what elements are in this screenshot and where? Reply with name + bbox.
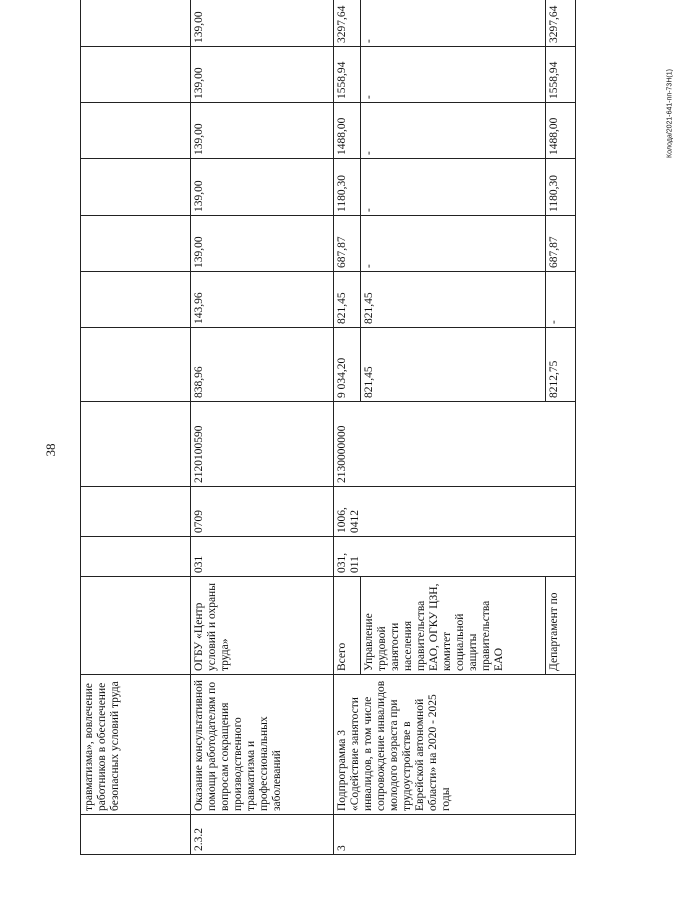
year-2024-value	[81, 47, 191, 103]
measure-name: Подпрограмма 3 «Содействие занятости инвалидов, в том числе сопровождение инвалидов молодого возраста при трудоустройстве в Еврейской автономной области» на 2020 - 2025 годы	[334, 675, 576, 815]
csr-code: 2120100590	[191, 402, 334, 487]
year-2024-value: -	[361, 47, 546, 103]
year-2025-value: 139,00	[191, 0, 334, 47]
year-2020-value: 143,96	[191, 272, 334, 328]
year-2023-value: 1488,00	[334, 103, 361, 159]
row-number	[81, 815, 191, 855]
executor: Управление трудовой занятости населения правительства ЕАО, ОГКУ ЦЗН, комитет социальной защиты правительства ЕАО	[361, 577, 546, 675]
year-2020-value: -	[546, 272, 576, 328]
rzpr-code: 1006, 0412	[334, 487, 576, 537]
grbs-code	[81, 537, 191, 577]
year-2025-value: 3297,64	[546, 0, 576, 47]
grbs-code: 031, 011	[334, 537, 576, 577]
table-row	[334, 0, 361, 855]
table-row	[81, 0, 191, 855]
year-2024-value: 1558,94	[334, 47, 361, 103]
year-2020-value: 821,45	[361, 272, 546, 328]
year-2023-value	[81, 103, 191, 159]
document-id: Колода/2021-641-пп-73Н(1)	[666, 69, 674, 158]
year-2021-value: 687,87	[546, 216, 576, 272]
total-value: 8212,75	[546, 328, 576, 402]
year-2021-value: 687,87	[334, 216, 361, 272]
total-value: 821,45	[361, 328, 546, 402]
row-number: 3	[334, 815, 576, 855]
measure-name: Оказание консультативной помощи работодателям по вопросам сокращения производственного травматизма и профессиональных заболеваний	[191, 675, 334, 815]
year-2023-value: 1488,00	[546, 103, 576, 159]
year-2022-value: -	[361, 159, 546, 216]
year-2025-value	[81, 0, 191, 47]
rzpr-code	[81, 487, 191, 537]
year-2020-value	[81, 272, 191, 328]
year-2025-value: 3297,64	[334, 0, 361, 47]
year-2020-value: 821,45	[334, 272, 361, 328]
total-value	[81, 328, 191, 402]
executor: Департамент по	[546, 577, 576, 675]
grbs-code: 031	[191, 537, 334, 577]
year-2022-value: 1180,30	[334, 159, 361, 216]
measure-name: травматизма», вовлечение работников в обеспечение безопасных условий труда	[81, 675, 191, 815]
year-2023-value: -	[361, 103, 546, 159]
executor: ОГБУ «Центр условий и охраны труда»	[191, 577, 334, 675]
year-2023-value: 139,00	[191, 103, 334, 159]
program-table	[80, 0, 576, 855]
year-2022-value: 1180,30	[546, 159, 576, 216]
table-row	[191, 0, 334, 855]
total-value: 9 034,20	[334, 328, 361, 402]
rotated-table-container	[80, 5, 575, 855]
year-2024-value: 139,00	[191, 47, 334, 103]
year-2022-value: 139,00	[191, 159, 334, 216]
year-2022-value	[81, 159, 191, 216]
csr-code: 2130000000	[334, 402, 576, 487]
year-2021-value	[81, 216, 191, 272]
rzpr-code: 0709	[191, 487, 334, 537]
row-number: 2.3.2	[191, 815, 334, 855]
year-2025-value: -	[361, 0, 546, 47]
year-2021-value: 139,00	[191, 216, 334, 272]
year-2021-value: -	[361, 216, 546, 272]
page-number: 38	[43, 443, 58, 457]
total-value: 838,96	[191, 328, 334, 402]
executor: Всего	[334, 577, 361, 675]
executor	[81, 577, 191, 675]
year-2024-value: 1558,94	[546, 47, 576, 103]
csr-code	[81, 402, 191, 487]
